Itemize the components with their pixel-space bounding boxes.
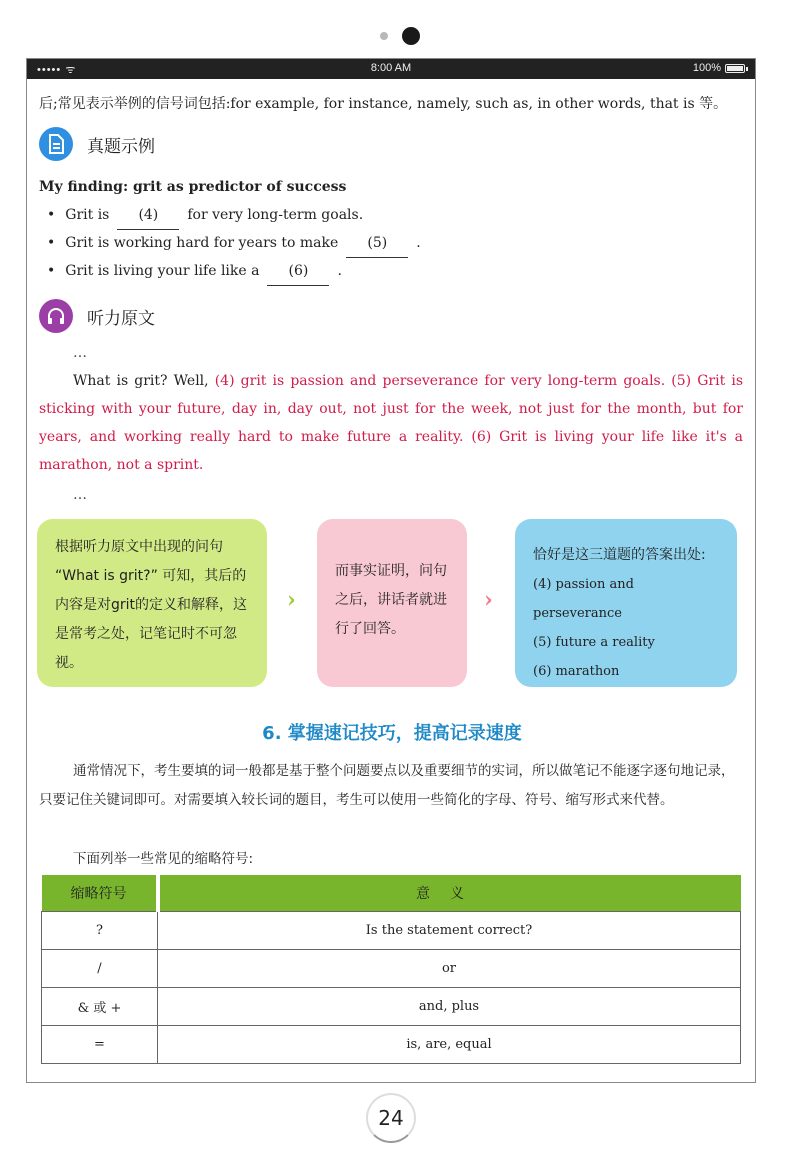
status-bar (27, 59, 755, 79)
answer-item: (6) marathon (533, 664, 620, 679)
meaning-cell: is, are, equal (158, 1025, 741, 1063)
chevron-right-icon: › (287, 587, 296, 613)
abbreviation-table (41, 875, 741, 1064)
table-row (42, 911, 741, 949)
symbol-cell: = (42, 1025, 158, 1063)
answer-blank: (4) (117, 201, 179, 230)
exam-section-title: 真题示例 (87, 136, 155, 157)
symbol-cell: ? (42, 911, 158, 949)
highlighted-answers: (4) grit is passion and perseverance for very long-term goals. (5) Grit is sticking with your future, day in, day out, not just for the week, not just for the month, but for years, and working really hard to make future a reality. (6) Grit is living your life like it's a marathon, not a sprint. (39, 373, 744, 473)
page-dot-inactive[interactable] (380, 32, 388, 40)
listening-script: What is grit? Well, (4) grit is passion and perseverance for very long-term goals. (5) Grit is sticking with your future, day in, day out, not just for the week, not just for the month, but for years, and working really hard to make future a reality. (6) Grit is living your life like it's a marathon, not a sprint. (39, 373, 744, 473)
column-header: 意义 (158, 875, 741, 911)
meaning-cell: and, plus (158, 987, 741, 1025)
body-paragraph: 通常情况下，考生要填的词一般都是基于整个问题要点以及重要细节的实词，所以做笔记不能逐字逐句地记录，只要记住关键词即可。对需要填入较长词的题目，考生可以使用一些简化的字母、符号、缩写形式来代替。 (39, 763, 735, 808)
intro-line: 后;常见表示举例的信号词包括:for example, for instance, namely, such as, in other words, that is 等。 (39, 96, 728, 112)
headphones-icon (39, 299, 73, 333)
meaning-cell: Is the statement correct? (158, 911, 741, 949)
table-intro: 下面列举一些常见的缩略符号: (73, 851, 254, 867)
table-row (42, 1025, 741, 1063)
table-row (42, 949, 741, 987)
listening-section-header (39, 299, 743, 333)
status-time: 8:00 AM (370, 62, 412, 74)
answers-title: 恰好是这三道题的答案出处: (533, 547, 706, 563)
meaning-cell: or (158, 949, 741, 987)
answer-item: (5) future a reality (533, 635, 655, 650)
finding-list (39, 201, 743, 285)
exam-section-header (39, 127, 743, 161)
chevron-right-icon: › (484, 587, 493, 613)
answer-blank: (6) (267, 257, 329, 286)
finding-title: My finding: grit as predictor of success (39, 179, 347, 195)
battery-percent: 100% (692, 62, 721, 74)
section-heading: 6. 掌握速记技巧，提高记录速度 (262, 723, 522, 744)
answer-blank: (5) (346, 229, 408, 258)
wifi-icon: ᯤ (65, 64, 77, 76)
list-item: • Grit is working hard for years to make (5) . (39, 229, 743, 257)
tablet-frame (26, 58, 756, 1083)
document-icon (39, 127, 73, 161)
table-header-row (42, 875, 741, 911)
battery-icon (725, 64, 745, 73)
column-header: 缩略符号 (42, 875, 158, 911)
signal-indicator: ••••• ᯤ (37, 64, 77, 76)
symbol-cell: & 或 + (42, 987, 158, 1025)
page-dot-active[interactable] (402, 27, 420, 45)
answer-item: (4) passion and perseverance (533, 577, 634, 621)
explanation-flow (37, 519, 737, 687)
ellipsis-top: … (73, 345, 87, 361)
symbol-cell: / (42, 949, 158, 987)
ellipsis-bottom: … (73, 487, 87, 503)
list-item: • Grit is living your life like a (6) . (39, 257, 743, 285)
explanation-box-1: 根据听力原文中出现的问句 “What is grit?” 可知，其后的内容是对grit的定义和解释，这是常考之处，记笔记时不可忽视。 (37, 519, 267, 687)
page-indicator[interactable] (0, 25, 800, 45)
list-item: • Grit is (4) for very long-term goals. (39, 201, 743, 229)
listening-section-title: 听力原文 (87, 308, 155, 329)
explanation-box-3 (515, 519, 737, 687)
page-number: 24 (366, 1093, 416, 1143)
explanation-box-2: 而事实证明，问句之后，讲话者就进行了回答。 (317, 519, 467, 687)
table-row (42, 987, 741, 1025)
